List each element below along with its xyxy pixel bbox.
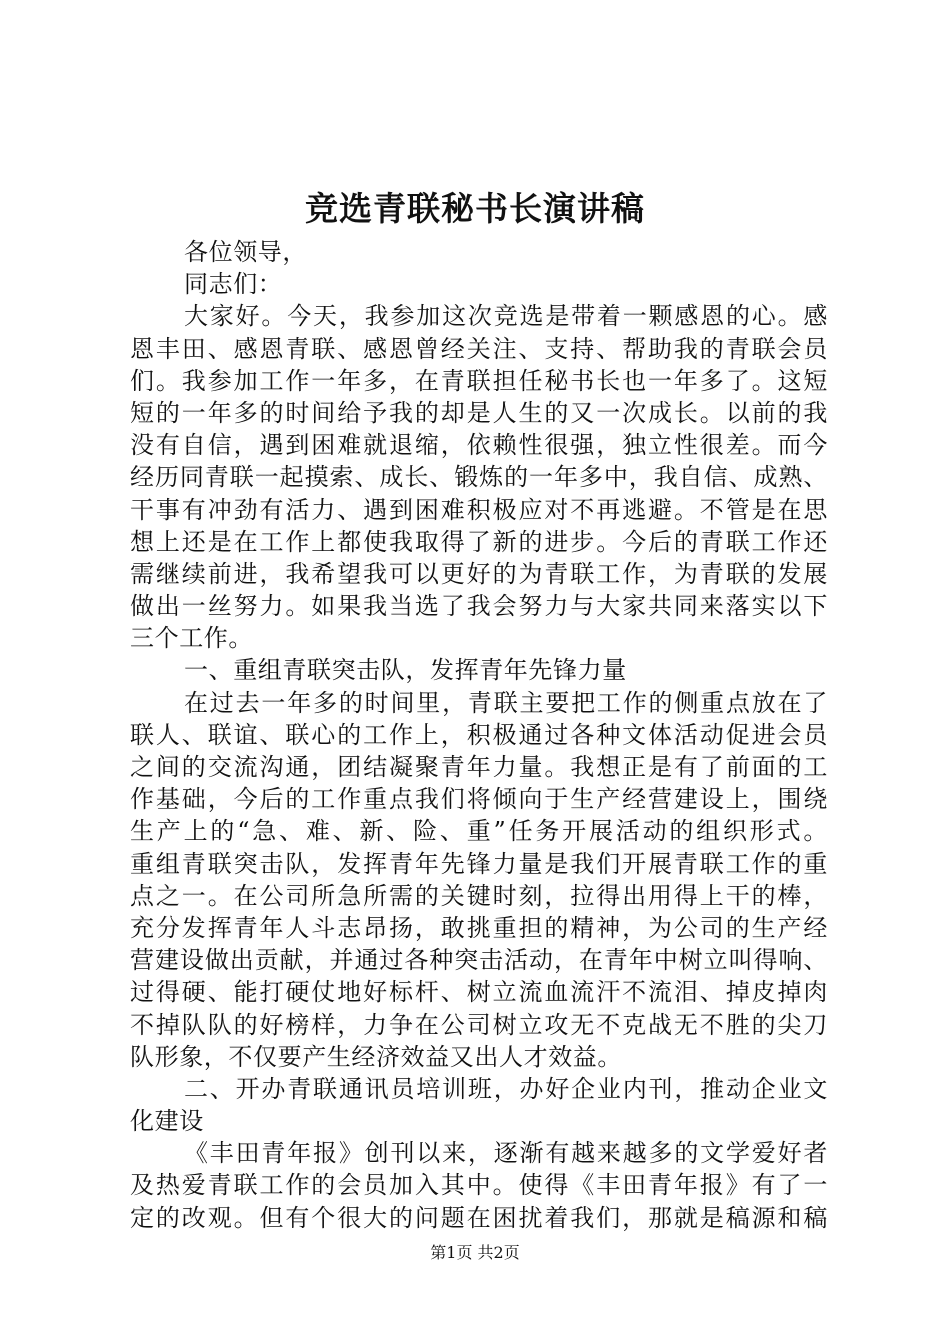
salutation-line: 各位领导，: [184, 238, 307, 266]
paragraph-line: 干事有冲劲有活力、遇到困难积极应对不再逃避。不管是在思: [130, 495, 828, 524]
paragraph-line: 在过去一年多的时间里，青联主要把工作的侧重点放在了: [184, 688, 828, 717]
page-indicator: 第1页 共2页: [430, 1243, 520, 1262]
paragraph-line: 三个工作。: [130, 624, 253, 653]
paragraph-line: 《丰田青年报》创刊以来，逐渐有越来越多的文学爱好者: [184, 1139, 828, 1168]
paragraph-line: 及热爱青联工作的会员加入其中。使得《丰田青年报》有了一: [130, 1171, 828, 1200]
paragraph-line: 充分发挥青年人斗志昂扬，敢挑重担的精神，为公司的生产经: [130, 913, 828, 942]
section-heading: 二、开办青联通讯员培训班，办好企业内刊，推动企业文: [184, 1074, 828, 1103]
paragraph-line: 没有自信，遇到困难就退缩，依赖性很强，独立性很差。而今: [130, 431, 828, 460]
section-heading: 化建设: [130, 1107, 204, 1136]
paragraph-line: 大家好。今天，我参加这次竞选是带着一颗感恩的心。感: [184, 302, 828, 331]
paragraph-line: 不掉队队的好榜样，力争在公司树立攻无不克战无不胜的尖刀: [130, 1010, 828, 1039]
paragraph-line: 恩丰田、感恩青联、感恩曾经关注、支持、帮助我的青联会员: [130, 334, 828, 363]
document-title: 竞选青联秘书长演讲稿: [305, 189, 645, 228]
paragraph-line: 经历同青联一起摸索、成长、锻炼的一年多中，我自信、成熟、: [130, 463, 828, 492]
paragraph-line: 之间的交流沟通，团结凝聚青年力量。我想正是有了前面的工: [130, 753, 828, 781]
paragraph-line: 联人、联谊、联心的工作上，积极通过各种文体活动促进会员: [130, 720, 828, 749]
paragraph-line: 想上还是在工作上都使我取得了新的进步。今后的青联工作还: [130, 527, 828, 556]
paragraph-line: 需继续前进，我希望我可以更好的为青联工作，为青联的发展: [130, 559, 828, 588]
paragraph-line: 点之一。在公司所急所需的关键时刻，拉得出用得上干的棒，: [130, 881, 828, 910]
document-body: [130, 236, 828, 1234]
paragraph-line: 们。我参加工作一年多，在青联担任秘书长也一年多了。这短: [130, 366, 828, 395]
salutation-line: 同志们：: [184, 270, 283, 299]
paragraph-line: 生产上的“急、难、新、险、重”任务开展活动的组织形式。: [130, 817, 828, 846]
paragraph-line: 队形象，不仅要产生经济效益又出人才效益。: [130, 1042, 622, 1071]
paragraph-line: 过得硬、能打硬仗地好标杆、树立流血流汗不流泪、掉皮掉肉: [130, 978, 828, 1007]
paragraph-line: 做出一丝努力。如果我当选了我会努力与大家共同来落实以下: [130, 592, 828, 621]
paragraph-line: 重组青联突击队，发挥青年先锋力量是我们开展青联工作的重: [130, 849, 828, 878]
section-heading: 一、重组青联突击队，发挥青年先锋力量: [184, 656, 627, 685]
paragraph-line: 短的一年多的时间给予我的却是人生的又一次成长。以前的我: [130, 398, 828, 427]
paragraph-line: 定的改观。但有个很大的问题在困扰着我们，那就是稿源和稿: [130, 1203, 828, 1232]
paragraph-line: 作基础，今后的工作重点我们将倾向于生产经营建设上，围绕: [130, 785, 828, 814]
paragraph-line: 营建设做出贡献，并通过各种突击活动，在青年中树立叫得响、: [130, 946, 828, 975]
